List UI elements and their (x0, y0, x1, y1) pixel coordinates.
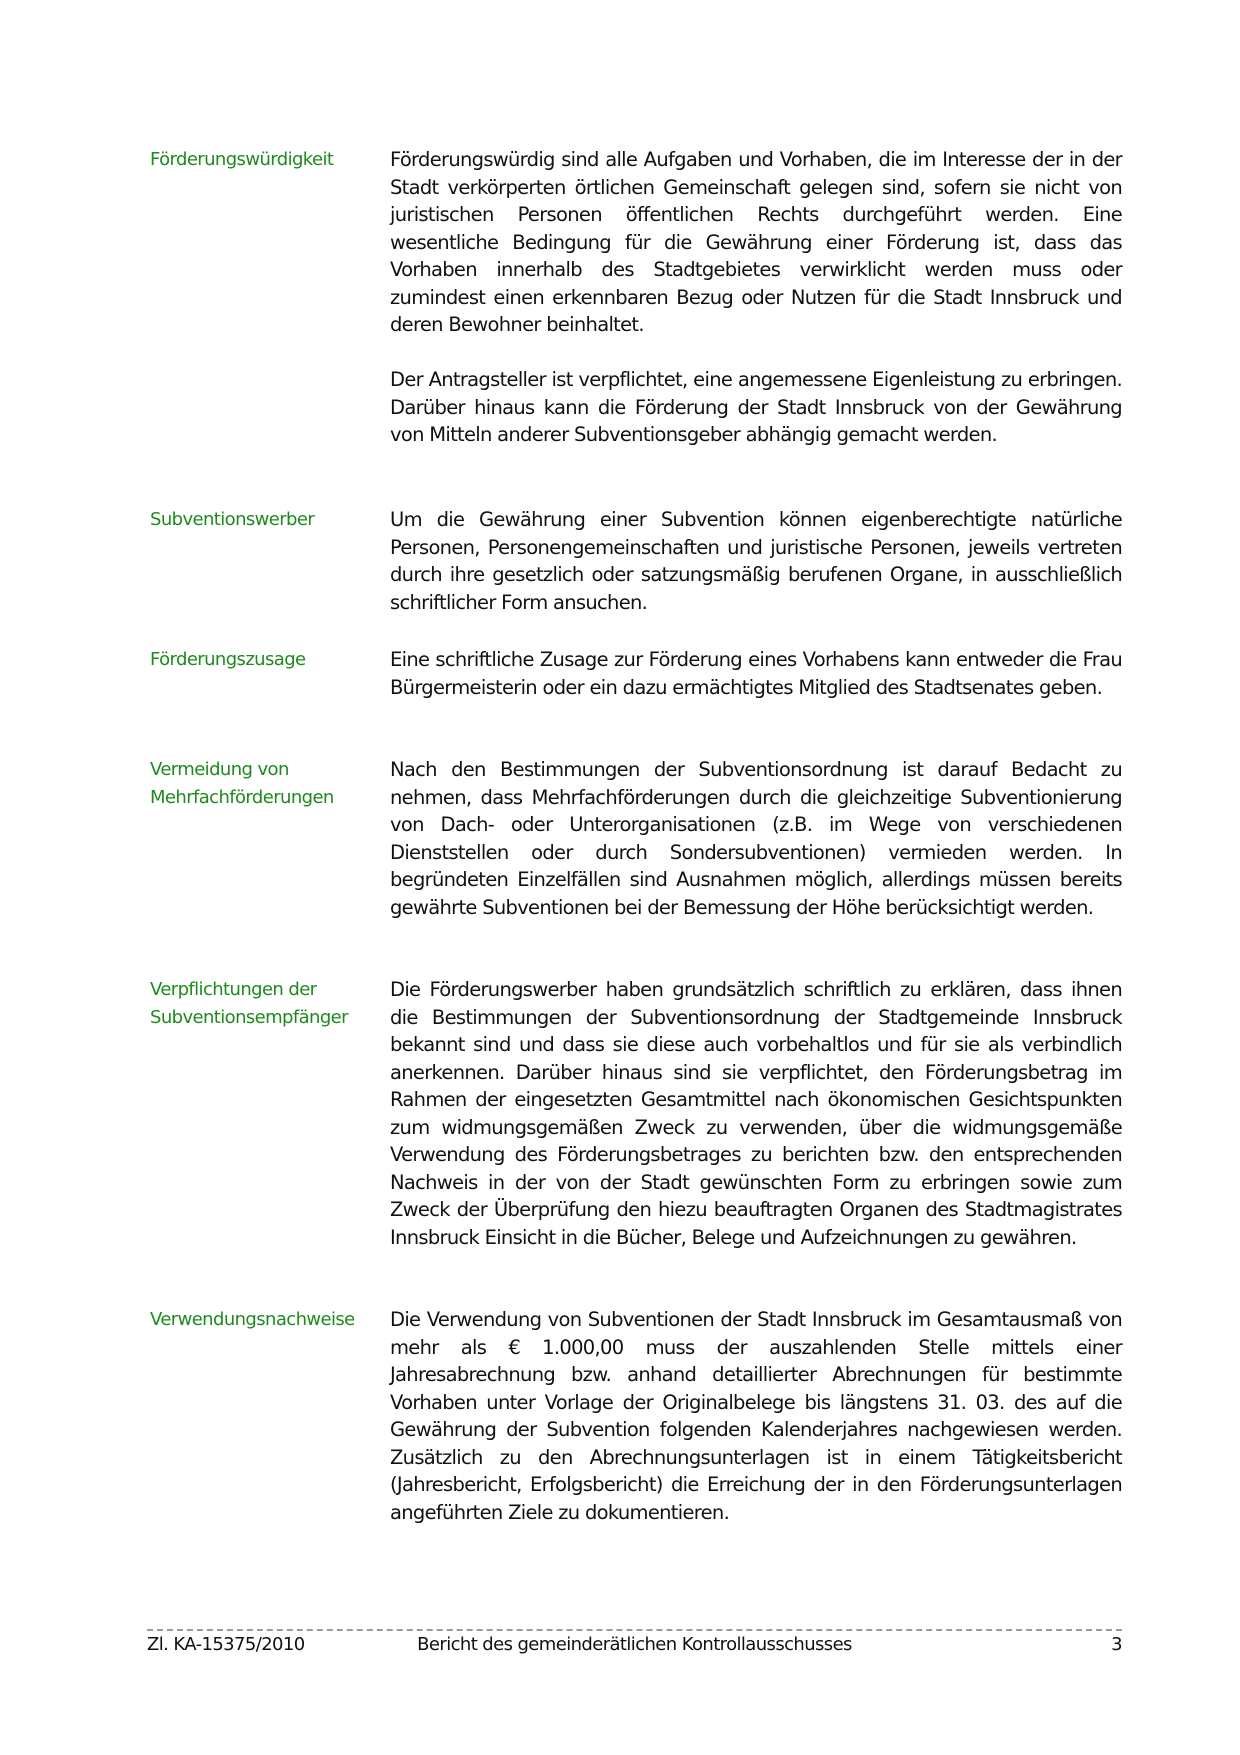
section-body (390, 146, 1122, 449)
section-label: Vermeidung von Mehrfachförderungen (150, 759, 334, 808)
section-body (390, 976, 1122, 1251)
paragraph: Der Antragsteller ist verpflichtet, eine angemessene Eigenleistung zu erbringen. Darüber hinaus kann die Förderung der Stadt Innsbruck von der Gewährung von Mitteln anderer Subventionsgeber abhängig gemacht werden. (390, 368, 1122, 446)
section-label: Verwendungsnachweise (150, 1309, 355, 1330)
section-label: Förderungszusage (150, 649, 306, 670)
page-footer (147, 1629, 1122, 1655)
paragraph: Die Verwendung von Subventionen der Stadt Innsbruck im Gesamtausmaß von mehr als € 1.000,00 muss der auszahlenden Stelle mittels einer Jahresabrechnung bzw. anhand detaillierter Abrechnungen für bestimmte Vorhaben unter Vorlage der Originalbelege bis längstens 31. 03. des auf die Gewährung der Subvention folgenden Kalenderjahres nachgewiesen werden. Zusätzlich zu den Abrechnungsunterlagen ist in einem Tätigkeitsbericht (Jahresbericht, Erfolgsbericht) die Erreichung der in den Förderungsunterlagen angeführten Ziele zu dokumentieren. (390, 1308, 1122, 1524)
footer-reference: Zl. KA-15375/2010 (147, 1634, 305, 1655)
section-body (390, 506, 1122, 616)
paragraph: Förderungswürdig sind alle Aufgaben und Vorhaben, die im Interesse der in der Stadt verkörperten örtlichen Gemeinschaft gelegen sind, sofern sie nicht von juristischen Personen öffentlichen Rechts durchgeführt werden. Eine wesentliche Bedingung für die Gewährung einer Förderung ist, dass das Vorhaben innerhalb des Stadtgebietes verwirklicht werden muss oder zumindest einen erkennbaren Bezug oder Nutzen für die Stadt Innsbruck und deren Bewohner beinhaltet. (390, 148, 1122, 336)
paragraph: Um die Gewährung einer Subvention können eigenberechtigte natürliche Personen, Personengemeinschaften und juristische Personen, jeweils vertreten durch ihre gesetzlich oder satzungsmäßig berufenen Organe, in ausschließlich schriftlicher Form ansuchen. (390, 508, 1122, 614)
page-number: 3 (1111, 1634, 1122, 1655)
paragraph: Die Förderungswerber haben grundsätzlich schriftlich zu erklären, dass ihnen die Bestimmungen der Subventionsordnung der Stadtgemeinde Innsbruck bekannt sind und dass sie diese auch vorbehaltlos und für sie als verbindlich anerkennen. Darüber hinaus sind sie verpflichtet, den Förderungsbetrag im Rahmen der eingesetzten Gesamtmittel nach ökonomischen Gesichtspunkten zum widmungsgemäßen Zweck zu verwenden, über die widmungsgemäße Verwendung des Förderungsbetrages zu berichten bzw. den entsprechenden Nachweis in der von der Stadt gewünschten Form zu erbringen sowie zum Zweck der Überprüfung den hiezu beauftragten Organen des Stadtmagistrates Innsbruck Einsicht in die Bücher, Belege und Aufzeichnungen zu gewähren. (390, 978, 1122, 1249)
paragraph: Nach den Bestimmungen der Subventionsordnung ist darauf Bedacht zu nehmen, dass Mehrfachförderungen durch die gleichzeitige Subventionierung von Dach- oder Unterorganisationen (z.B. im Wege von verschiedenen Dienststellen oder durch Sondersubventionen) vermieden werden. In begründeten Einzelfällen sind Ausnahmen möglich, allerdings müssen bereits gewährte Subventionen bei der Bemessung der Höhe berücksichtigt werden. (390, 758, 1122, 919)
section-body (390, 1306, 1122, 1526)
section-label: Förderungswürdigkeit (150, 149, 334, 170)
section-body (390, 756, 1122, 921)
section-label: Subventionswerber (150, 509, 315, 530)
section-body (390, 646, 1122, 701)
section-label: Verpflichtungen der Subventionsempfänger (150, 979, 348, 1028)
paragraph: Eine schriftliche Zusage zur Förderung eines Vorhabens kann entweder die Frau Bürgermeisterin oder ein dazu ermächtigtes Mitglied des Stadtsenates geben. (390, 648, 1122, 699)
footer-title: Bericht des gemeinderätlichen Kontrollausschusses (417, 1634, 852, 1655)
